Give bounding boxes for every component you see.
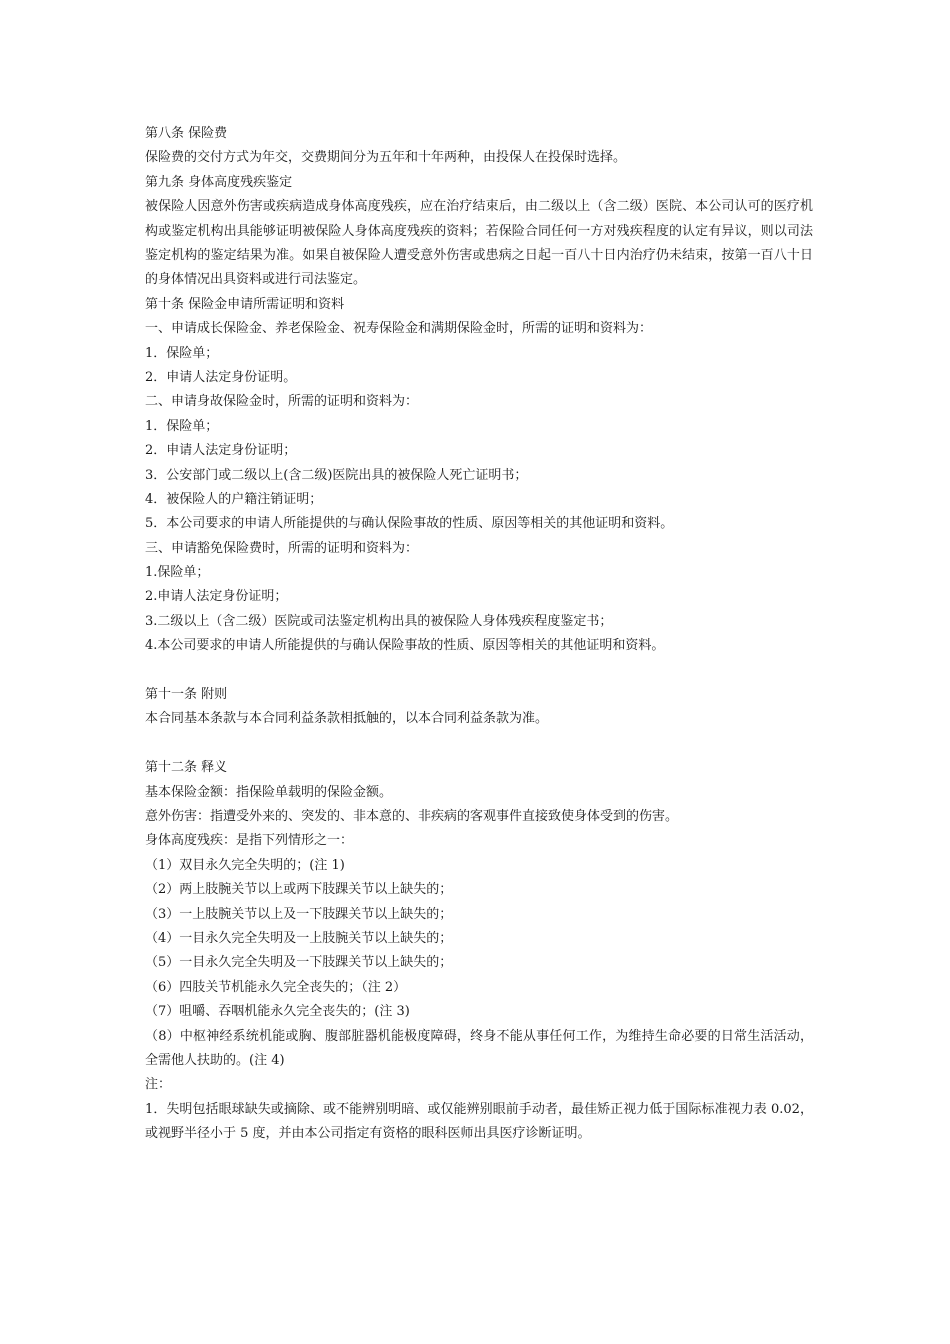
text-line: 2.申请人法定身份证明； [145,589,288,605]
text-line: （2）两上肢腕关节以上或两下肢踝关节以上缺失的； [145,882,453,898]
paragraph: 1．失明包括眼球缺失或摘除、或不能辨别明暗、或仅能辨别眼前手动者，最佳矫正视力低于国际标准视力表 0.02，或视野半径小于 5 度，并由本公司指定有资格的眼科医师出具医疗诊断证明。 [145,1101,813,1142]
paragraph: 被保险人因意外伤害或疾病造成身体高度残疾，应在治疗结束后，由二级以上（含二级）医院、本公司认可的医疗机构或鉴定机构出具能够证明被保险人身体高度残疾的资料；若保险合同任何一方对残疾程度的认定有异议，则以司法鉴定机构的鉴定结果为准。如果自被保险人遭受意外伤害或患病之日起一百八十日内治疗仍未结束，按第一百八十日的身体情况出具资料或进行司法鉴定。 [145,199,813,288]
section-heading: 第八条 保险费 [145,126,228,141]
text-line: （6）四肢关节机能永久完全丧失的；（注 2） [145,979,407,995]
text-line: 基本保险金额：指保险单载明的保险金额。 [145,784,393,800]
text-line: 4．被保险人的户籍注销证明； [145,491,323,507]
text-line: 2．申请人法定身份证明； [145,443,297,459]
text-line: 意外伤害：指遭受外来的、突发的、非本意的、非疾病的客观事件直接致使身体受到的伤害。 [145,809,679,824]
text-line: 本合同基本条款与本合同利益条款相抵触的，以本合同利益条款为准。 [145,711,549,727]
text-line: 3．公安部门或二级以上(含二级)医院出具的被保险人死亡证明书； [145,467,528,483]
document-page [145,122,813,1147]
text-line: 1.保险单； [145,565,210,581]
text-line: 5．本公司要求的申请人所能提供的与确认保险事故的性质、原因等相关的其他证明和资料。 [145,516,674,532]
text-line: （3）一上肢腕关节以上及一下肢踝关节以上缺失的； [145,906,453,922]
text-line: 二、申请身故保险金时，所需的证明和资料为： [145,394,419,410]
blank-line [145,659,813,683]
blank-line [145,732,813,756]
text-line: （5）一目永久完全失明及一下肢踝关节以上缺失的； [145,955,453,971]
text-line: （7）咀嚼、吞咽机能永久完全丧失的；(注 3) [145,1004,410,1020]
section-heading: 第十条 保险金申请所需证明和资料 [145,296,345,312]
section-heading: 第十一条 附则 [145,687,228,703]
text-line: 三、申请豁免保险费时，所需的证明和资料为： [145,540,419,556]
text-line: （1）双目永久完全失明的；(注 1) [145,857,345,873]
text-line: 1．保险单； [145,418,219,434]
paragraph: （8）中枢神经系统机能或胸、腹部脏器机能极度障碍，终身不能从事任何工作，为维持生命必要的日常生活活动，全需他人扶助的。(注 4) [145,1028,813,1068]
text-line: 3.二级以上（含二级）医院或司法鉴定机构出具的被保险人身体残疾程度鉴定书； [145,613,613,629]
section-heading: 第十二条 释义 [145,760,228,776]
text-line: 2．申请人法定身份证明。 [145,369,297,385]
text-line: （4）一目永久完全失明及一上肢腕关节以上缺失的； [145,930,453,946]
text-line: 1．保险单； [145,345,219,361]
text-line: 一、申请成长保险金、养老保险金、祝寿保险金和满期保险金时，所需的证明和资料为： [145,321,653,337]
section-heading: 第九条 身体高度残疾鉴定 [145,174,293,190]
text-line: 保险费的交付方式为年交，交费期间分为五年和十年两种，由投保人在投保时选择。 [145,150,627,166]
text-line: 4.本公司要求的申请人所能提供的与确认保险事故的性质、原因等相关的其他证明和资料。 [145,638,665,654]
text-line: 身体高度残疾：是指下列情形之一： [145,833,354,849]
text-line: 注： [145,1077,172,1093]
